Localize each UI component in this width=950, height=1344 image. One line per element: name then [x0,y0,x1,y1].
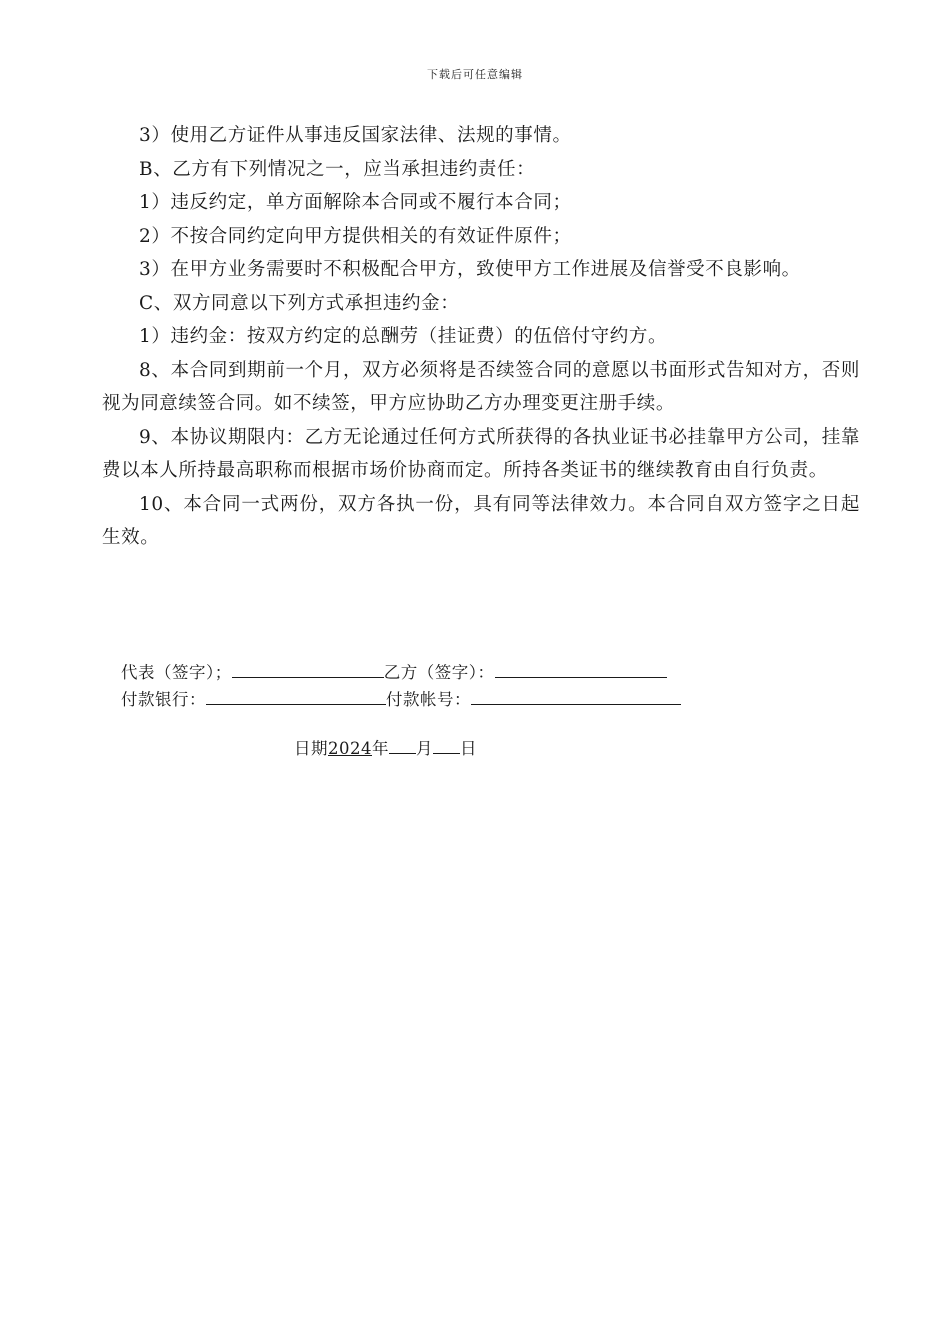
clause-paragraph: 8、本合同到期前一个月，双方必须将是否续签合同的意愿以书面形式告知对方，否则视为同意续签合同。如不续签，甲方应协助乙方办理变更注册手续。 [102,359,860,414]
clause-paragraph: 1）违约金：按双方约定的总酬劳（挂证费）的伍倍付守约方。 [139,326,668,347]
representative-label: 代表（签字）； [121,663,232,682]
party-b-label: 乙方（签字）： [383,663,495,682]
clause-paragraph: 3）在甲方业务需要时不积极配合甲方，致使甲方工作进展及信誉受不良影响。 [139,259,801,280]
party-b-signature-field[interactable] [495,661,667,678]
clause-paragraph: 3）使用乙方证件从事违反国家法律、法规的事情。 [139,125,572,146]
day-unit: 日 [460,739,477,758]
year-unit: 年 [372,739,389,758]
contract-body [102,119,860,555]
date-label: 日期 [294,739,328,758]
month-unit: 月 [416,739,433,758]
payment-row [121,688,681,711]
representative-signature-field[interactable] [232,661,384,678]
clause-paragraph: C、双方同意以下列方式承担违约金： [139,292,460,314]
day-field[interactable] [433,737,460,754]
date-row [294,737,477,760]
clause-paragraph: B、乙方有下列情况之一，应当承担违约责任： [139,158,536,180]
clause-paragraph: 10、本合同一式两份，双方各执一份，具有同等法律效力。本合同自双方签字之日起生效。 [102,493,860,548]
clause-paragraph: 1）违反约定，单方面解除本合同或不履行本合同； [139,192,572,213]
account-label: 付款帐号： [386,690,471,709]
signature-row [121,661,667,684]
header-note: 下载后可任意编辑 [427,68,523,81]
bank-field[interactable] [206,688,386,705]
bank-label: 付款银行： [121,690,206,709]
date-year[interactable]: 2024 [328,739,372,758]
account-field[interactable] [471,688,681,705]
clause-paragraph: 2）不按合同约定向甲方提供相关的有效证件原件； [139,225,572,247]
clause-paragraph: 9、本协议期限内：乙方无论通过任何方式所获得的各执业证书必挂靠甲方公司，挂靠费以本人所持最高职称而根据市场价协商而定。所持各类证书的继续教育由自行负责。 [102,426,860,481]
month-field[interactable] [389,737,416,754]
